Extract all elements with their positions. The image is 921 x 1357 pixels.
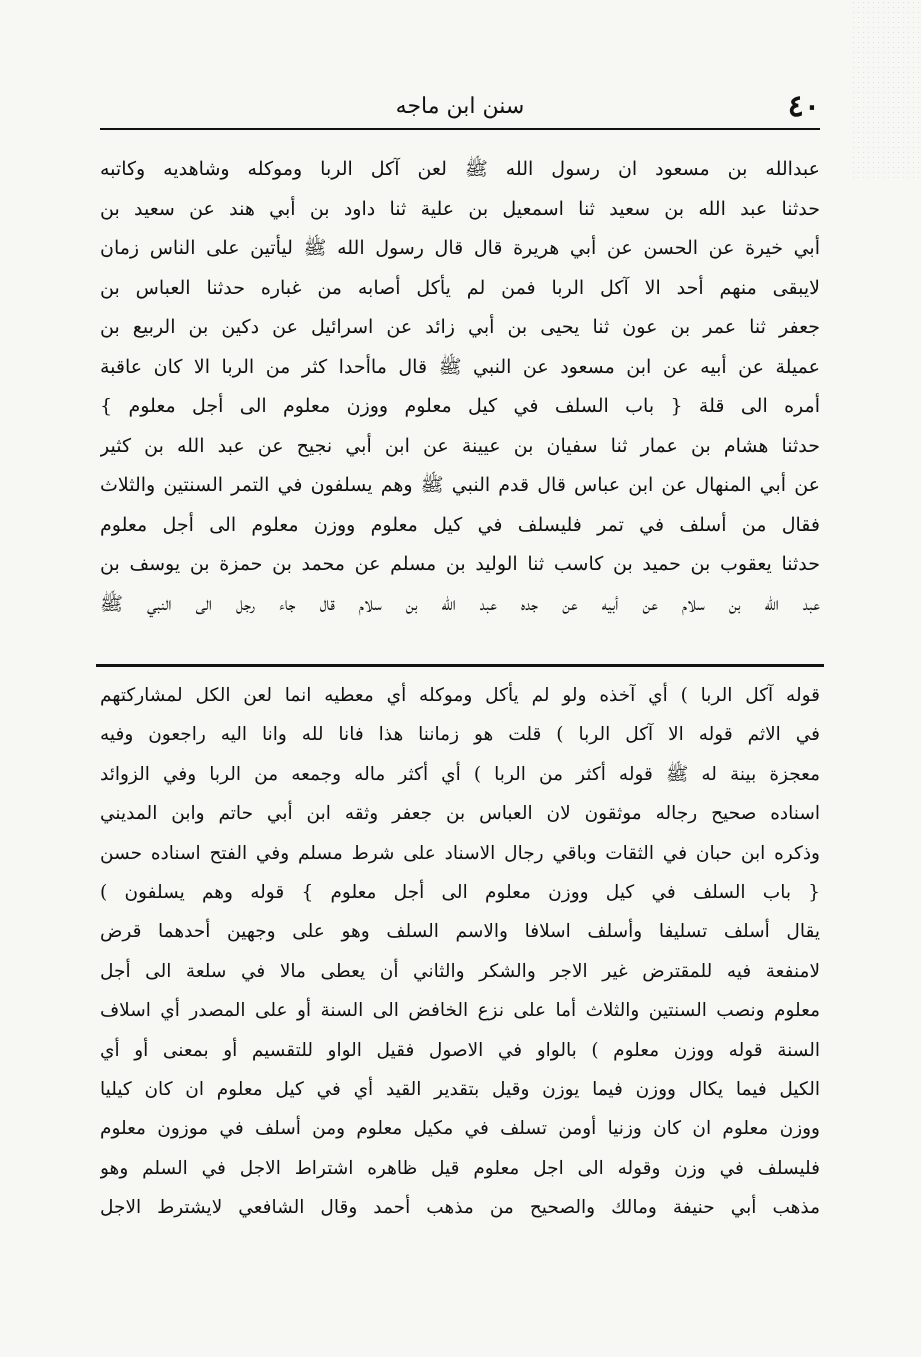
text-line: حدثنا هشام بن عمار ثنا سفيان بن عيينة عن ابن أبي نجيح عن عبد الله بن كثير <box>100 434 820 457</box>
text-line: عبدالله بن مسعود ان رسول الله ﷺ لعن آكل الربا وموكله وشاهديه وكاتبه <box>100 158 820 180</box>
text-line: جعفر ثنا عمر بن عون ثنا يحيى بن أبي زائد عن اسرائيل عن دكين بن الربيع بن <box>100 316 820 338</box>
commentary-line: مذهب أبي حنيفة ومالك والصحيح من مذهب أحمد وقال الشافعي لايشترط الاجل <box>100 1197 820 1219</box>
main-text <box>100 150 820 624</box>
chapter-heading-line: { باب السلف في كيل ووزن معلوم الى أجل معلوم } قوله وهم يسلفون ) <box>100 881 820 903</box>
text-line: عميلة عن أبيه عن ابن مسعود عن النبي ﷺ قال ماأحدا كثر من الربا الا كان عاقبة <box>100 355 820 378</box>
commentary-line: يقال أسلف تسليفا وأسلف اسلافا والاسم السلف وهو على وجهين أحدهما قرض <box>100 921 820 943</box>
text-line: عبد الله بن سلام عن أبيه عن جده عبد الله بن سلام قال جاء رجل الى النبي ﷺ <box>100 592 820 615</box>
commentary-text <box>100 676 820 1227</box>
commentary-line: في الاثم قوله الا آكل الربا ) قلت هو زماننا هذا فانا لله وانا اليه راجعون وفيه <box>100 724 820 746</box>
scan-speckle <box>851 0 921 180</box>
commentary-line: فليسلف في وزن وقوله الى اجل معلوم قيل ظاهره اشتراط الاجل في السلم وهو <box>100 1157 820 1179</box>
commentary-line: الكيل فيما يكال ووزن فيما يوزن وقيل بتقدير القيد أي في كيل معلوم ان كان كيليا <box>100 1078 820 1100</box>
text-line: لايبقى منهم أحد الا آكل الربا فمن لم يأكل أصابه من غباره حدثنا العباس بن <box>100 276 820 299</box>
header-rule <box>100 128 820 130</box>
text-line: حدثنا عبد الله بن سعيد ثنا اسمعيل بن علية ثنا داود بن أبي هند عن سعيد بن <box>100 197 820 220</box>
chapter-heading-line: أمره الى قلة { باب السلف في كيل معلوم ووزن معلوم الى أجل معلوم } <box>100 395 820 417</box>
commentary-line: ووزن معلوم ان كان وزنيا أومن تسلف في مكيل معلوم ومن أسلف في موزون معلوم <box>100 1118 820 1140</box>
commentary-line: معلوم ونصب السنتين والثلاث أما على نزع الخافض الى السنة أو على المصدر أي اسلاف <box>100 1000 820 1022</box>
commentary-line: السنة قوله ووزن معلوم ) بالواو في الاصول فقيل الواو للتقسيم أو بمعنى أو أي <box>100 1039 820 1061</box>
commentary-line: وذكره ابن حبان في الثقات وباقي رجال الاسناد على شرط مسلم وفي الفتح اسناده حسن <box>100 842 820 864</box>
text-line: حدثنا يعقوب بن حميد بن كاسب ثنا الوليد بن مسلم عن محمد بن حمزة بن يوسف بن <box>100 553 820 575</box>
text-line: أبي خيرة عن الحسن عن أبي هريرة قال قال رسول الله ﷺ ليأتين على الناس زمان <box>100 237 820 259</box>
text-line: فقال من أسلف في تمر فليسلف في كيل معلوم ووزن معلوم الى أجل معلوم <box>100 513 820 536</box>
text-line: عن أبي المنهال عن ابن عباس قال قدم النبي ﷺ وهم يسلفون في التمر السنتين والثلاث <box>100 474 820 496</box>
commentary-line: اسناده صحيح رجاله موثقون لان العباس بن جعفر وثقه ابن أبي حاتم وابن المديني <box>100 803 820 825</box>
commentary-divider <box>96 664 824 667</box>
page-number: ٤٠ <box>787 89 820 124</box>
page-header <box>100 88 820 126</box>
running-title: سنن ابن ماجه <box>395 94 525 119</box>
commentary-line: لامنفعة فيه للمقترض غير الاجر والشكر والثاني أن يعطى مالا في سلعة الى أجل <box>100 960 820 982</box>
commentary-line: قوله آكل الربا ) أي آخذه ولو لم يأكل وموكله أي معطيه انما لعن الكل لمشاركتهم <box>100 685 820 706</box>
commentary-line: معجزة بينة له ﷺ قوله أكثر من الربا ) أي أكثر ماله وجمعه من الربا وفي الزوائد <box>100 763 820 785</box>
